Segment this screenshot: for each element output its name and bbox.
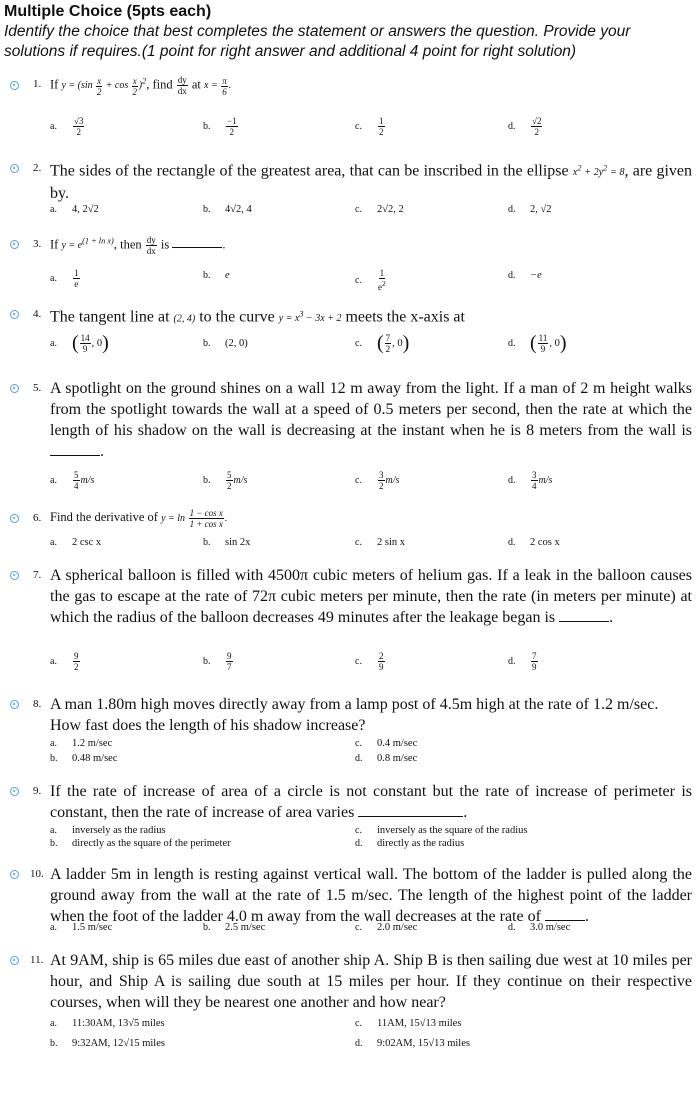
question-number: 8. [33, 698, 42, 710]
question-number: 9. [33, 785, 42, 797]
question-stem: A spotlight on the ground shines on a wall 12 m away from the light. If a man of 2 m height walks from the spotlight towards the wall at a speed of 0.5 meters per second, then the rate at which the length of his shadow on the wall is decreasing at the instant when he is 8 meters from the wall is . [50, 380, 692, 460]
question-radio[interactable] [10, 870, 19, 879]
option-c[interactable]: c. 2√2, 2 [355, 204, 404, 215]
option-d[interactable]: d. $\frac{7}{9}$ [508, 651, 537, 672]
option-c[interactable]: c. inversely as the square of the radius [355, 825, 528, 836]
question-stem: A ladder 5m in length is resting against vertical wall. The bottom of the ladder is pulled along the ground away from the wall at the rate of 1.5 m/sec. The length of the highest point of the ladder when the foot of the ladder 4.0 m away from the wall decreases at the rate of . [50, 866, 692, 925]
question-number: 1. [33, 78, 42, 90]
option-a[interactable]: a. 4, 2√2 [50, 204, 99, 215]
option-d[interactable]: d. 0.8 m/sec [355, 753, 418, 764]
question-radio[interactable] [10, 700, 19, 709]
option-c[interactable]: c. $\frac{2}{9}$ [355, 651, 384, 672]
option-b[interactable]: b. $\frac{5}{2}$ m/s [203, 470, 248, 491]
option-c[interactable]: c. 2.0 m/sec [355, 922, 418, 933]
question-number: 6. [33, 512, 42, 524]
option-b[interactable]: b. directly as the square of the perimeter [50, 838, 231, 849]
question-stem: Find the derivative of y = ln $\frac{\text{1 − cos x}}{\text{1 + cos x}}$ . [50, 508, 228, 529]
option-d[interactable]: d. directly as the radius [355, 838, 465, 849]
question-radio[interactable] [10, 571, 19, 580]
question-number: 10. [30, 868, 44, 880]
question-stem: The tangent line at (2, 4) to the curve $y = x^3 - 3x + 2$ meets the x-axis at [50, 308, 465, 326]
option-c[interactable]: c. ( $\frac{7}{2}$ , 0 ) [355, 332, 410, 354]
question-radio[interactable] [10, 787, 19, 796]
question-stem: If $y = e^{(1 + ln x)}$, then $\frac{dy}{dx}$ is . [50, 234, 226, 256]
option-b[interactable]: b. (2, 0) [203, 338, 248, 349]
question-number: 3. [33, 238, 42, 250]
option-a[interactable]: a. ( $\frac{14}{9}$ , 0 ) [50, 332, 109, 354]
option-b[interactable]: b. sin 2x [203, 537, 251, 548]
question-radio[interactable] [10, 81, 19, 90]
option-d[interactable]: d. −e [508, 270, 542, 281]
option-b[interactable]: b. $\frac{-1}{2}$ [203, 116, 237, 137]
question-stem: A man 1.80m high moves directly away from a lamp post of 4.5m high at the rate of 1.2 m/sec. How fast does the length of his shadow increase? [50, 696, 659, 734]
question-stem: If y = (sin $\frac{x}{2}$ + cos $\frac{x}{2}$ )$^2$, find $\frac{dy}{dx}$ at x = $\frac{\pi}{6}$ . [50, 74, 232, 97]
question-number: 2. [33, 162, 42, 174]
question-radio[interactable] [10, 164, 19, 173]
question-number: 5. [33, 382, 42, 394]
option-a[interactable]: a. $\frac{1}{e}$ [50, 268, 79, 289]
question-radio[interactable] [10, 240, 19, 249]
option-a[interactable]: a. $\frac{9}{2}$ [50, 651, 79, 672]
question-radio[interactable] [10, 514, 19, 523]
question-number: 11. [30, 954, 44, 966]
option-b[interactable]: b. 2.5 m/sec [203, 922, 266, 933]
option-d[interactable]: d. $\frac{3}{4}$ m/s [508, 470, 553, 491]
option-a[interactable]: a. $\frac{√3}{2}$ [50, 116, 84, 137]
question-stem: A spherical balloon is filled with 4500π cubic meters of helium gas. If a leak in the balloon causes the gas to escape at the rate of 72π cubic meters per minute, then the rate (in meters per minute) at which the radius of the balloon decreases 49 minutes after the leakage began is . [50, 567, 692, 626]
option-c[interactable]: c. $\frac{1}{2}$ [355, 116, 384, 137]
option-a[interactable]: a. 11:30AM, 13√5 miles [50, 1018, 165, 1029]
question-radio[interactable] [10, 310, 19, 319]
option-d[interactable]: d. 2 cos x [508, 537, 560, 548]
option-a[interactable]: a. 2 csc x [50, 537, 102, 548]
option-b[interactable]: b. $\frac{9}{7}$ [203, 651, 232, 672]
option-c[interactable]: c. 2 sin x [355, 537, 406, 548]
option-d[interactable]: d. $\frac{√2}{2}$ [508, 116, 542, 137]
option-a[interactable]: a. 1.2 m/sec [50, 738, 113, 749]
option-b[interactable]: b. 4√2, 4 [203, 204, 252, 215]
question-number: 7. [33, 569, 42, 581]
option-a[interactable]: a. 1.5 m/sec [50, 922, 113, 933]
option-a[interactable]: a. $\frac{5}{4}$ m/s [50, 470, 95, 491]
option-d[interactable]: d. 2, √2 [508, 204, 552, 215]
instructions: Identify the choice that best completes the statement or answers the question. Provide your solutions if requires.(1 point for right answer and additional 4 point for right solution) [4, 23, 631, 60]
page-title: Multiple Choice (5pts each) [4, 3, 212, 20]
question-radio[interactable] [10, 384, 19, 393]
question-stem: If the rate of increase of area of a circle is not constant but the rate of increase of perimeter is constant, then the rate of increase of area varies . [50, 783, 692, 821]
option-d[interactable]: d. ( $\frac{11}{9}$ , 0 ) [508, 332, 567, 354]
option-a[interactable]: a. inversely as the radius [50, 825, 166, 836]
question-radio[interactable] [10, 956, 19, 965]
question-stem: The sides of the rectangle of the greatest area, that can be inscribed in the ellipse $x^2 + 2y^2 = 8$, are given by. [50, 162, 693, 203]
option-c[interactable]: c. $\frac{1}{e^2}$ [355, 268, 386, 292]
option-d[interactable]: d. 9:02AM, 15√13 miles [355, 1038, 470, 1049]
option-c[interactable]: c. 11AM, 15√13 miles [355, 1018, 462, 1029]
question-stem: At 9AM, ship is 65 miles due east of another ship A. Ship B is then sailing due west at 10 miles per hour, and Ship A is sailing due south at 15 miles per hour. If they continue on their respective courses, when will they be nearest one another and how near? [50, 952, 692, 1011]
question-number: 4. [33, 308, 42, 320]
option-d[interactable]: d. 3.0 m/sec [508, 922, 571, 933]
option-b[interactable]: b. e [203, 270, 230, 281]
option-b[interactable]: b. 0.48 m/sec [50, 753, 118, 764]
option-c[interactable]: c. 0.4 m/sec [355, 738, 418, 749]
option-b[interactable]: b. 9:32AM, 12√15 miles [50, 1038, 165, 1049]
option-c[interactable]: c. $\frac{3}{2}$ m/s [355, 470, 400, 491]
